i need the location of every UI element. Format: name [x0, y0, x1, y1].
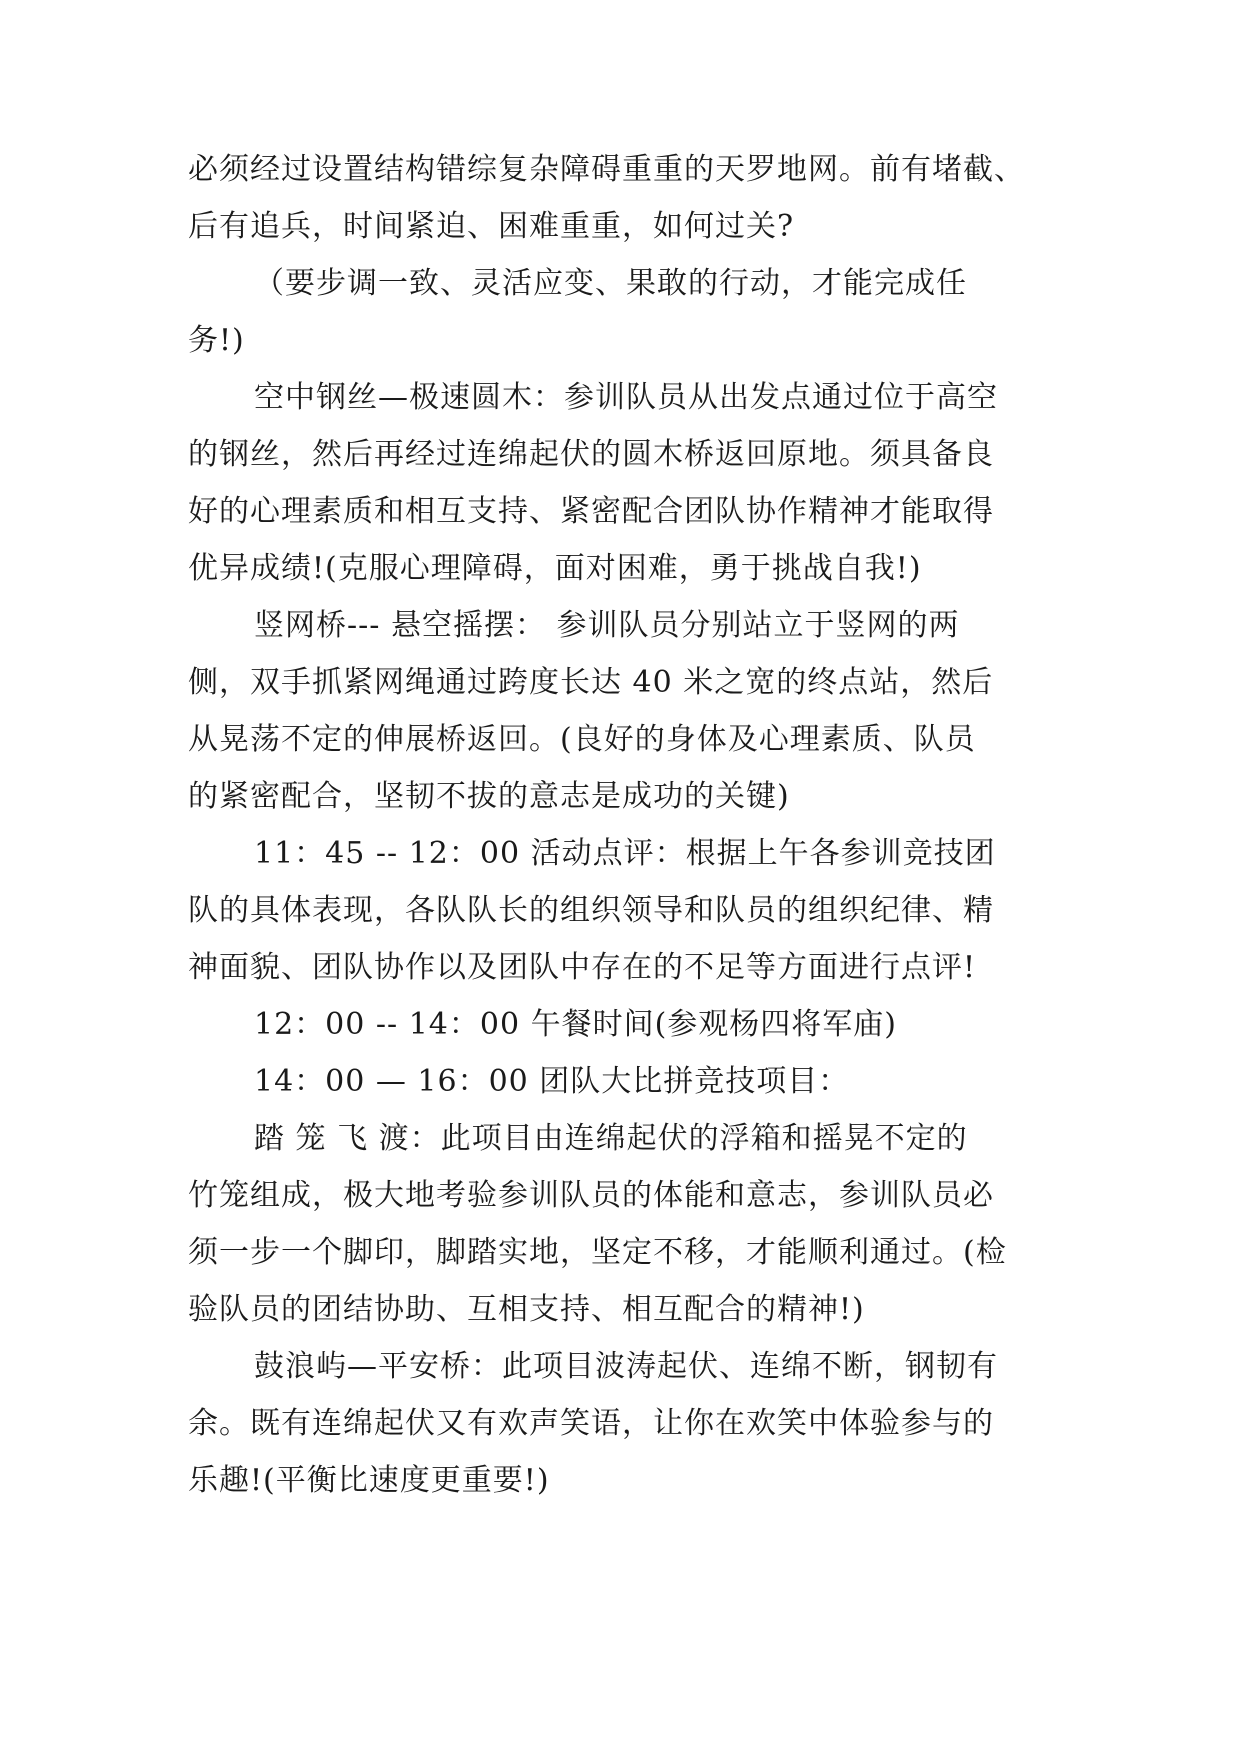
- text-line: 的钢丝，然后再经过连绵起伏的圆木桥返回原地。须具备良: [188, 437, 994, 472]
- text-line: 后有追兵，时间紧迫、困难重重，如何过关?: [188, 209, 795, 244]
- text-line: 11：45 -- 12：00 活动点评：根据上午各参训竞技团: [254, 836, 996, 871]
- text-line: 的紧密配合，坚韧不拔的意志是成功的关键): [188, 779, 790, 814]
- text-line: 必须经过设置结构错综复杂障碍重重的天罗地网。前有堵截、: [188, 152, 1025, 187]
- text-line: 验队员的团结协助、互相支持、相互配合的精神!): [188, 1292, 865, 1327]
- text-line: 好的心理素质和相互支持、紧密配合团队协作精神才能取得: [188, 494, 994, 529]
- text-line: 12：00 -- 14：00 午餐时间(参观杨四将军庙): [254, 1007, 897, 1042]
- text-line: 竖网桥--- 悬空摇摆： 参训队员分别站立于竖网的两: [254, 608, 960, 643]
- text-line: 侧，双手抓紧网绳通过跨度长达 40 米之宽的终点站，然后: [188, 665, 994, 700]
- text-line: 神面貌、团队协作以及团队中存在的不足等方面进行点评!: [188, 950, 977, 985]
- text-line: 乐趣!(平衡比速度更重要!): [188, 1463, 550, 1498]
- text-line: 须一步一个脚印，脚踏实地，坚定不移，才能顺利通过。(检: [188, 1235, 1007, 1270]
- text-line: 14：00 — 16：00 团队大比拼竞技项目：: [254, 1064, 850, 1099]
- text-line: 空中钢丝—极速圆木：参训队员从出发点通过位于高空: [254, 380, 998, 415]
- text-line: 优异成绩!(克服心理障碍，面对困难，勇于挑战自我!): [188, 551, 922, 586]
- text-line: 踏 笼 飞 渡：此项目由连绵起伏的浮箱和摇晃不定的: [254, 1121, 968, 1156]
- text-line: （要步调一致、灵活应变、果敢的行动，才能完成任: [254, 266, 967, 301]
- text-line: 队的具体表现，各队队长的组织领导和队员的组织纪律、精: [188, 893, 994, 928]
- text-line: 竹笼组成，极大地考验参训队员的体能和意志，参训队员必: [188, 1178, 994, 1213]
- text-line: 余。既有连绵起伏又有欢声笑语，让你在欢笑中体验参与的: [188, 1406, 994, 1441]
- text-line: 从晃荡不定的伸展桥返回。(良好的身体及心理素质、队员: [188, 722, 976, 757]
- text-line: 鼓浪屿—平安桥：此项目波涛起伏、连绵不断，钢韧有: [254, 1349, 998, 1384]
- text-line: 务!): [188, 323, 245, 358]
